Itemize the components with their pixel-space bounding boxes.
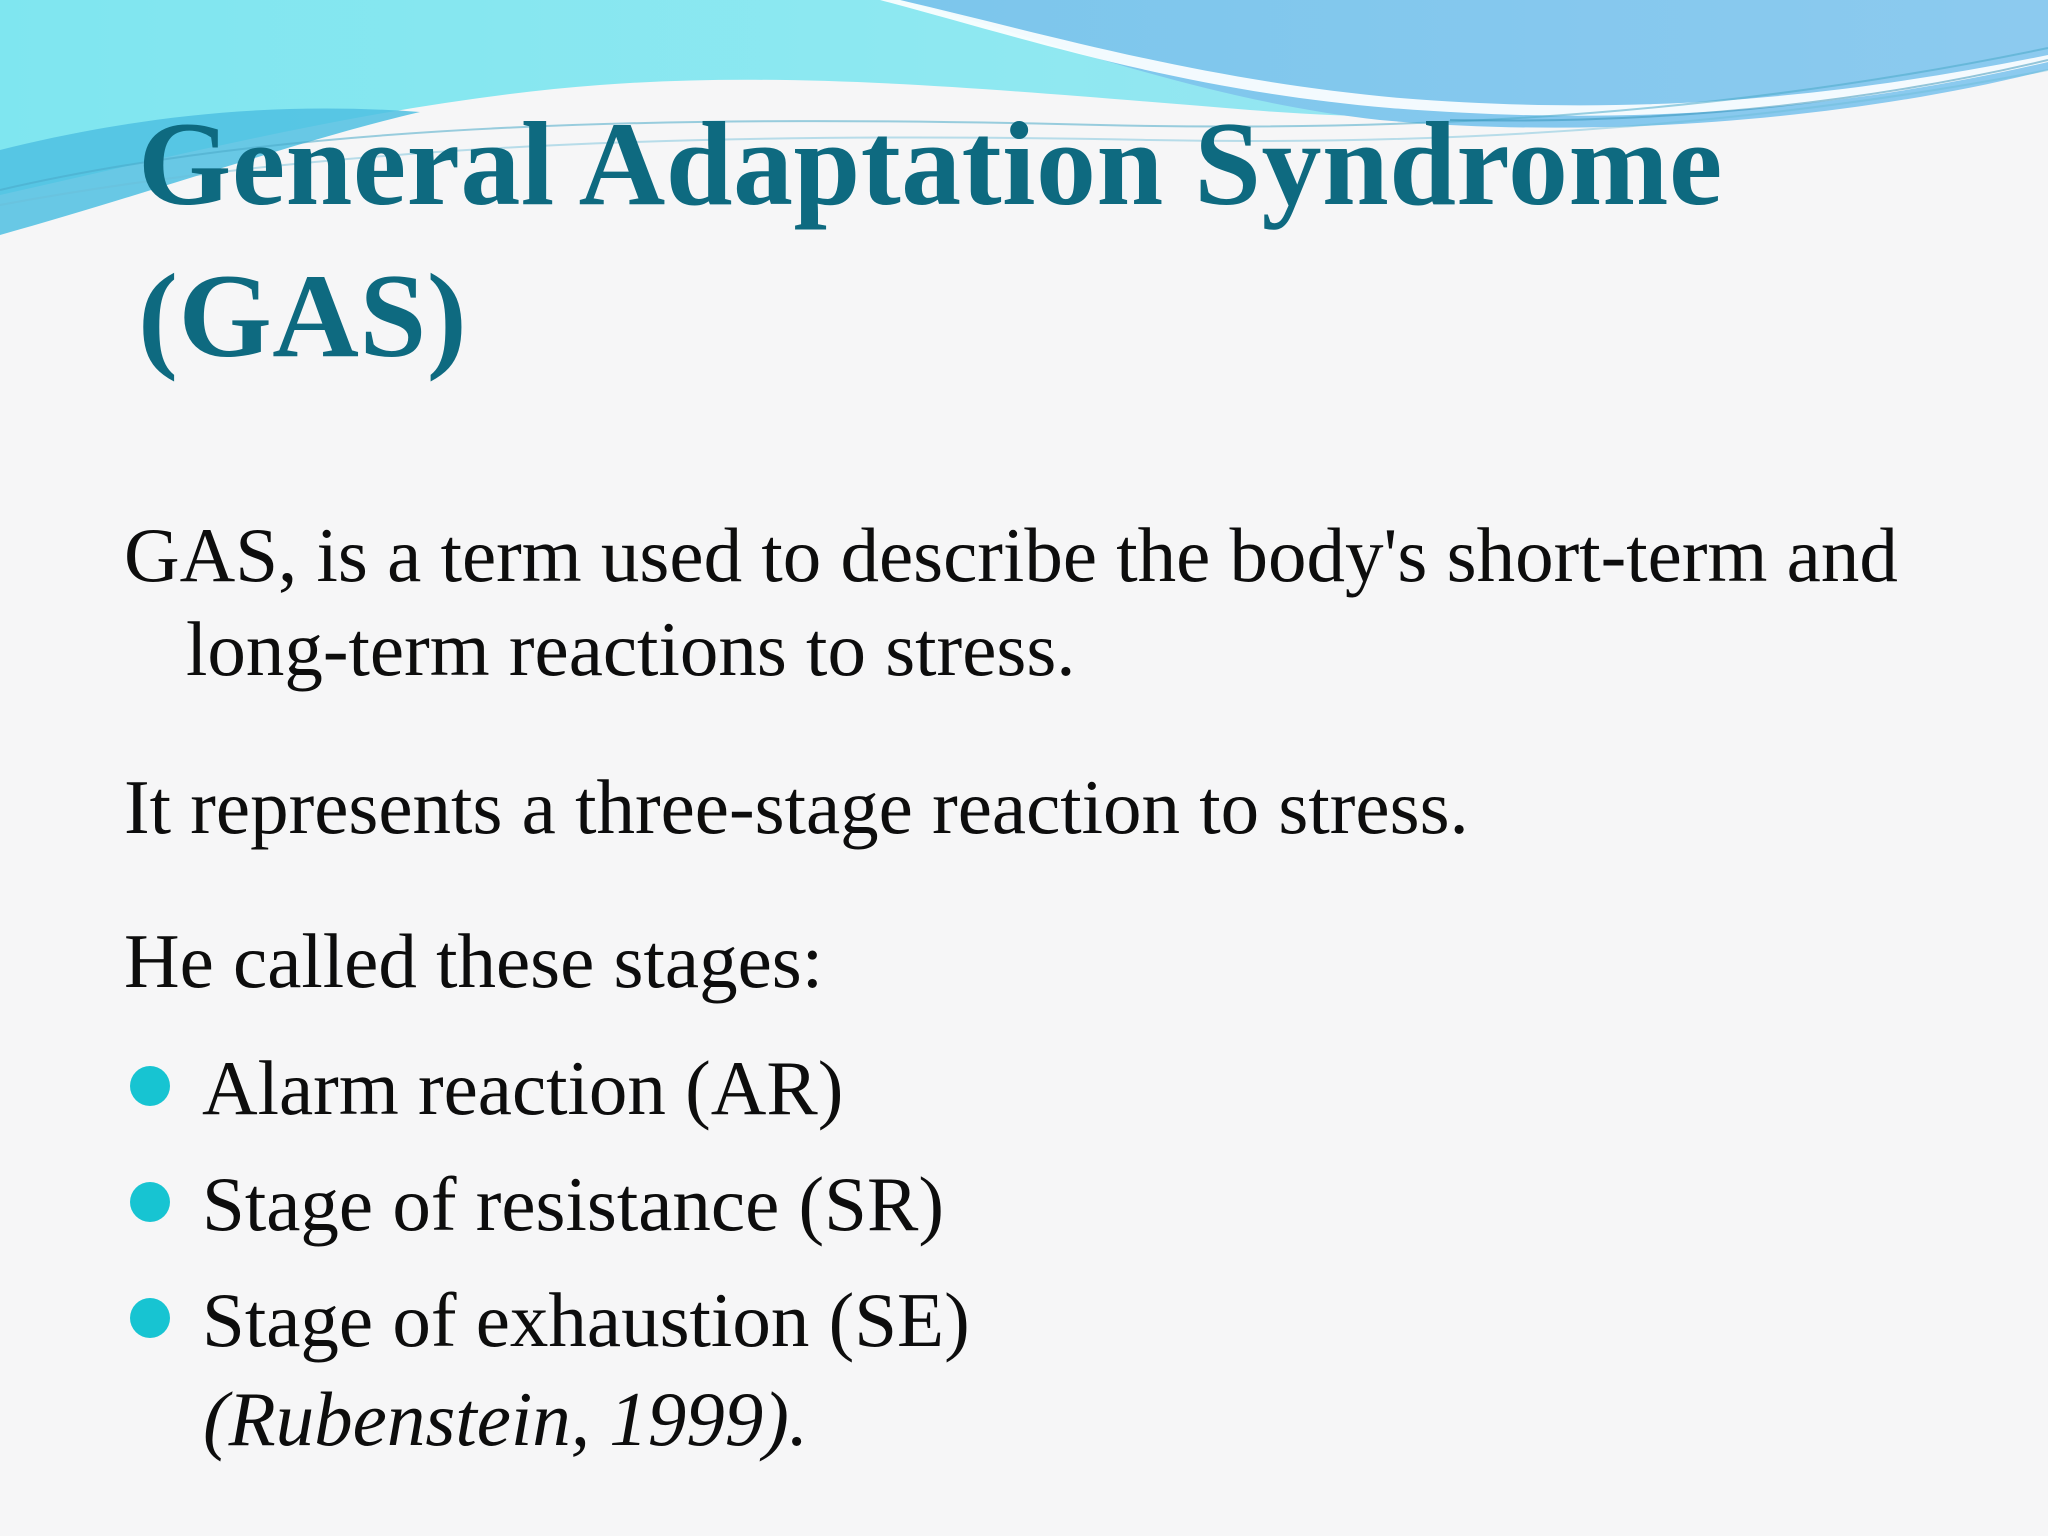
list-item-stage-of-resistance: [124, 1146, 970, 1262]
stages-list: [124, 1030, 970, 1378]
stages-intro-paragraph: He called these stages:: [124, 918, 824, 1004]
three-stage-paragraph: It represents a three-stage reaction to stress.: [124, 764, 1469, 850]
list-item-label: Alarm reaction (AR): [202, 1045, 844, 1131]
list-item-label: Stage of resistance (SR): [202, 1161, 944, 1247]
list-item-stage-of-exhaustion: [124, 1262, 970, 1378]
bullet-dot-icon: [130, 1066, 170, 1106]
list-item-alarm-reaction: [124, 1030, 970, 1146]
citation: (Rubenstein, 1999).: [203, 1376, 809, 1462]
slide-title: General Adaptation Syndrome (GAS): [138, 97, 1723, 382]
bullet-dot-icon: [130, 1182, 170, 1222]
definition-paragraph: GAS, is a term used to describe the body's short-term and long-term reactions to stress.: [124, 512, 1898, 692]
list-item-label: Stage of exhaustion (SE): [202, 1277, 970, 1363]
bullet-dot-icon: [130, 1298, 170, 1338]
